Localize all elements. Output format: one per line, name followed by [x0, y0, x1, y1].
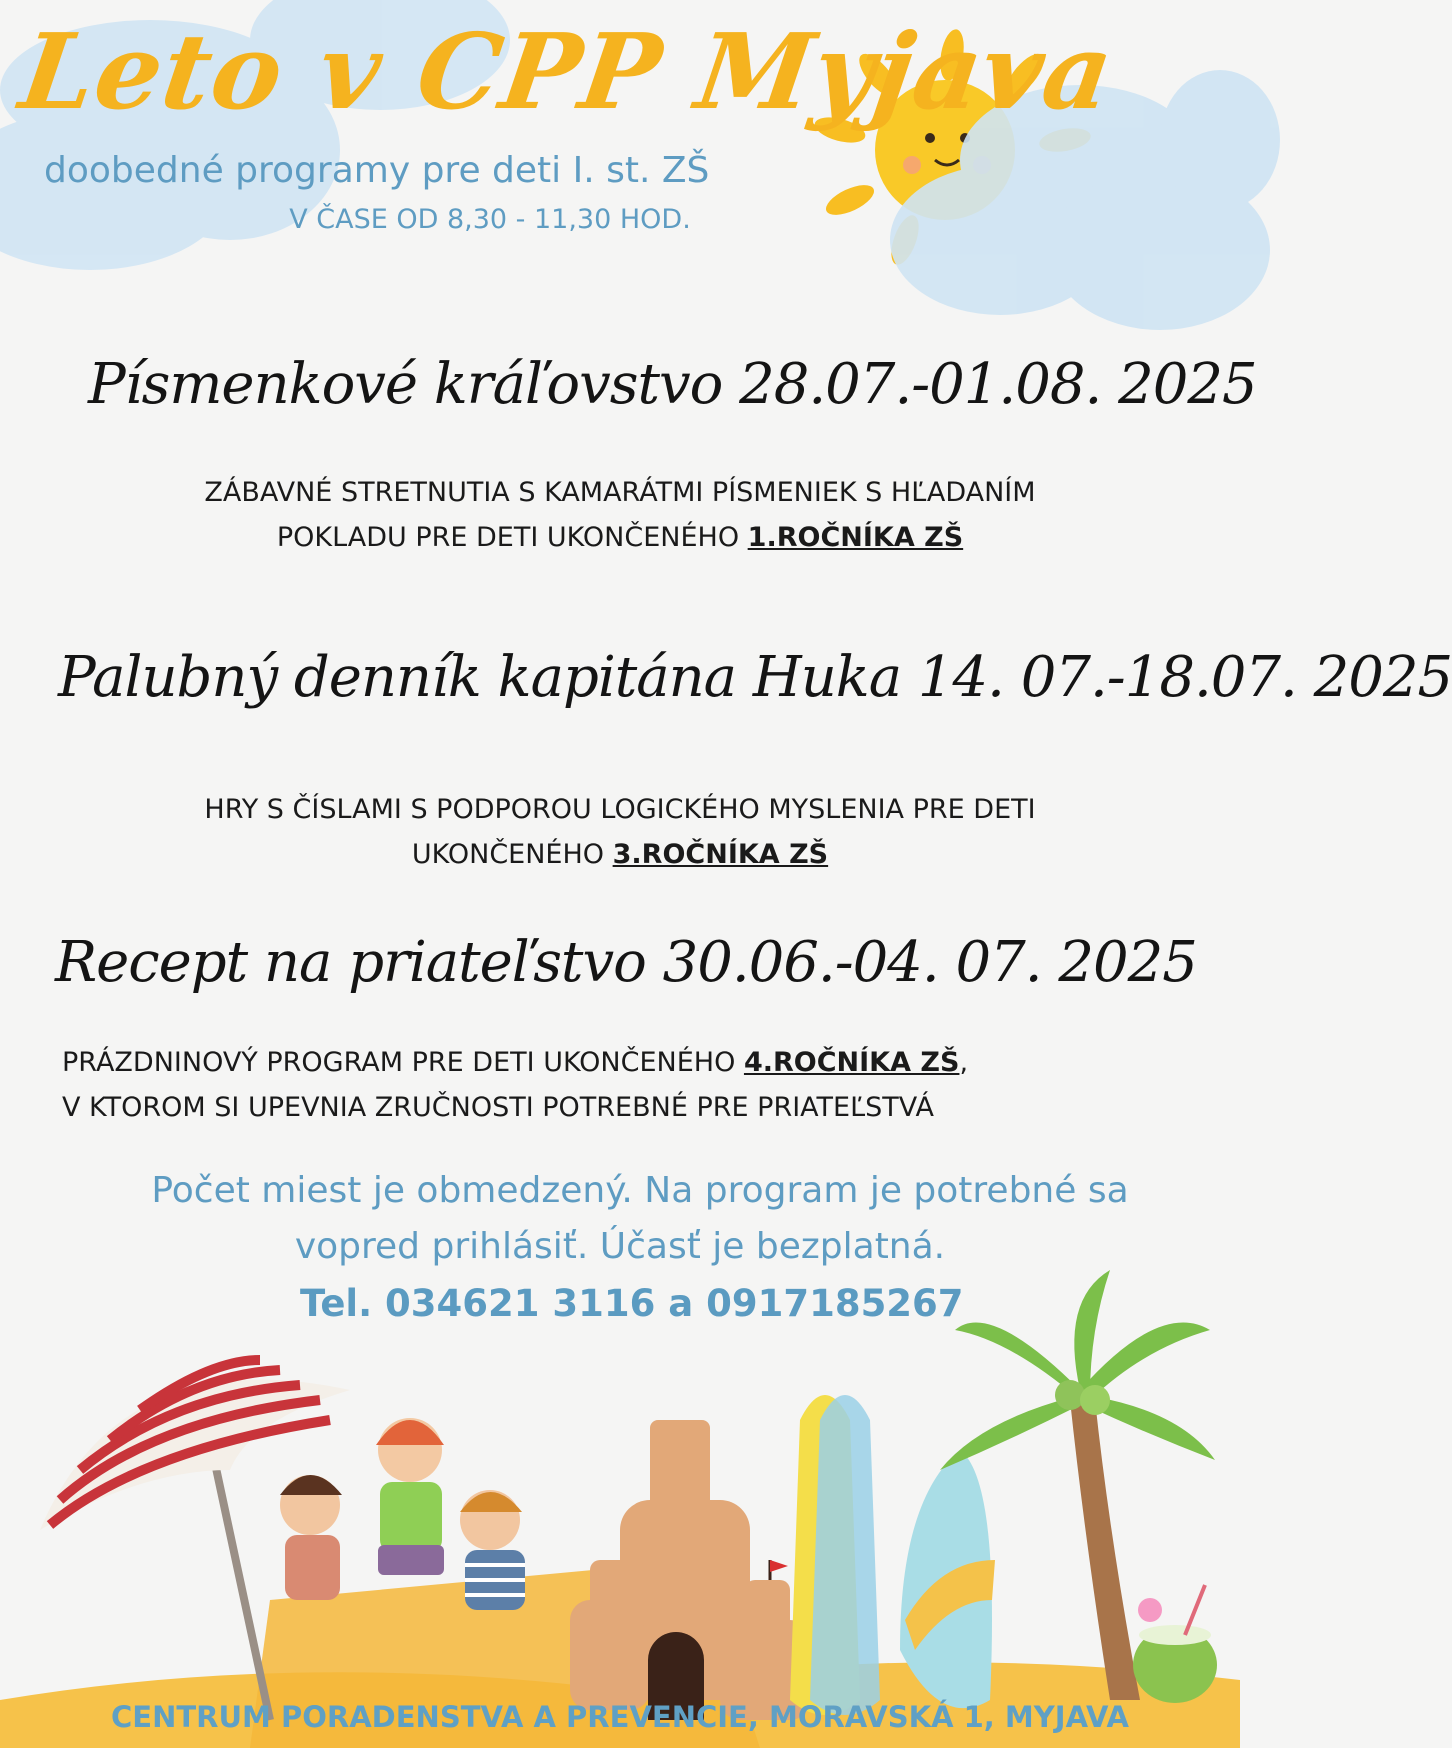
- children: [280, 1418, 525, 1610]
- program-2-grade: 3.ROČNÍKA ZŠ: [612, 839, 829, 870]
- program-3-desc-line1-text: PRÁZDNINOVÝ PROGRAM PRE DETI UKONČENÉHO: [62, 1047, 744, 1078]
- program-3-grade: 4.ROČNÍKA ZŠ: [743, 1047, 960, 1078]
- flyer-subtitle: doobedné programy pre deti I. st. ZŠ: [44, 150, 710, 191]
- note-line2: vopred prihlásiť. Účasť je bezplatná.: [294, 1226, 946, 1267]
- program-time: V ČASE OD 8,30 - 11,30 HOD.: [289, 204, 691, 235]
- program-3-desc-line1: [62, 1040, 1202, 1085]
- program-3-heading: Recept na priateľstvo 30.06.-04. 07. 2025: [55, 930, 1197, 995]
- program-1-grade: 1.ROČNÍKA ZŠ: [747, 522, 964, 553]
- note-line1: Počet miest je obmedzený. Na program je potrebné sa: [151, 1170, 1129, 1211]
- sandcastle: [570, 1420, 810, 1720]
- coconut-drink: [1133, 1585, 1217, 1703]
- program-3-desc-line2: V KTOROM SI UPEVNIA ZRUČNOSTI POTREBNÉ PRE PRIATEĽSTVÁ: [62, 1092, 934, 1123]
- program-1-heading: Písmenkové kráľovstvo 28.07.-01.08. 2025: [88, 352, 1257, 417]
- program-1-desc-line2: [40, 515, 1200, 560]
- program-2-desc-line2-text: UKONČENÉHO: [411, 839, 613, 870]
- program-1-desc-line1: ZÁBAVNÉ STRETNUTIA S KAMARÁTMI PÍSMENIEK S HĽADANÍM: [204, 477, 1036, 508]
- program-1-desc-line2-text: POKLADU PRE DETI UKONČENÉHO: [276, 522, 748, 553]
- contact-phone: Tel. 034621 3116 a 0917185267: [300, 1282, 964, 1325]
- flyer-title: Leto v CPP Myjava: [13, 10, 1121, 133]
- footer-address: CENTRUM PORADENSTVA A PREVENCIE, MORAVSKÁ 1, MYJAVA: [111, 1700, 1129, 1734]
- program-2-heading: Palubný denník kapitána Huka 14. 07.-18.07. 2025: [58, 645, 1452, 710]
- program-2-desc-line2: [40, 832, 1200, 877]
- program-2-desc-line1: HRY S ČÍSLAMI S PODPOROU LOGICKÉHO MYSLENIA PRE DETI: [204, 794, 1036, 825]
- program-3-desc-line1-comma: ,: [959, 1047, 969, 1078]
